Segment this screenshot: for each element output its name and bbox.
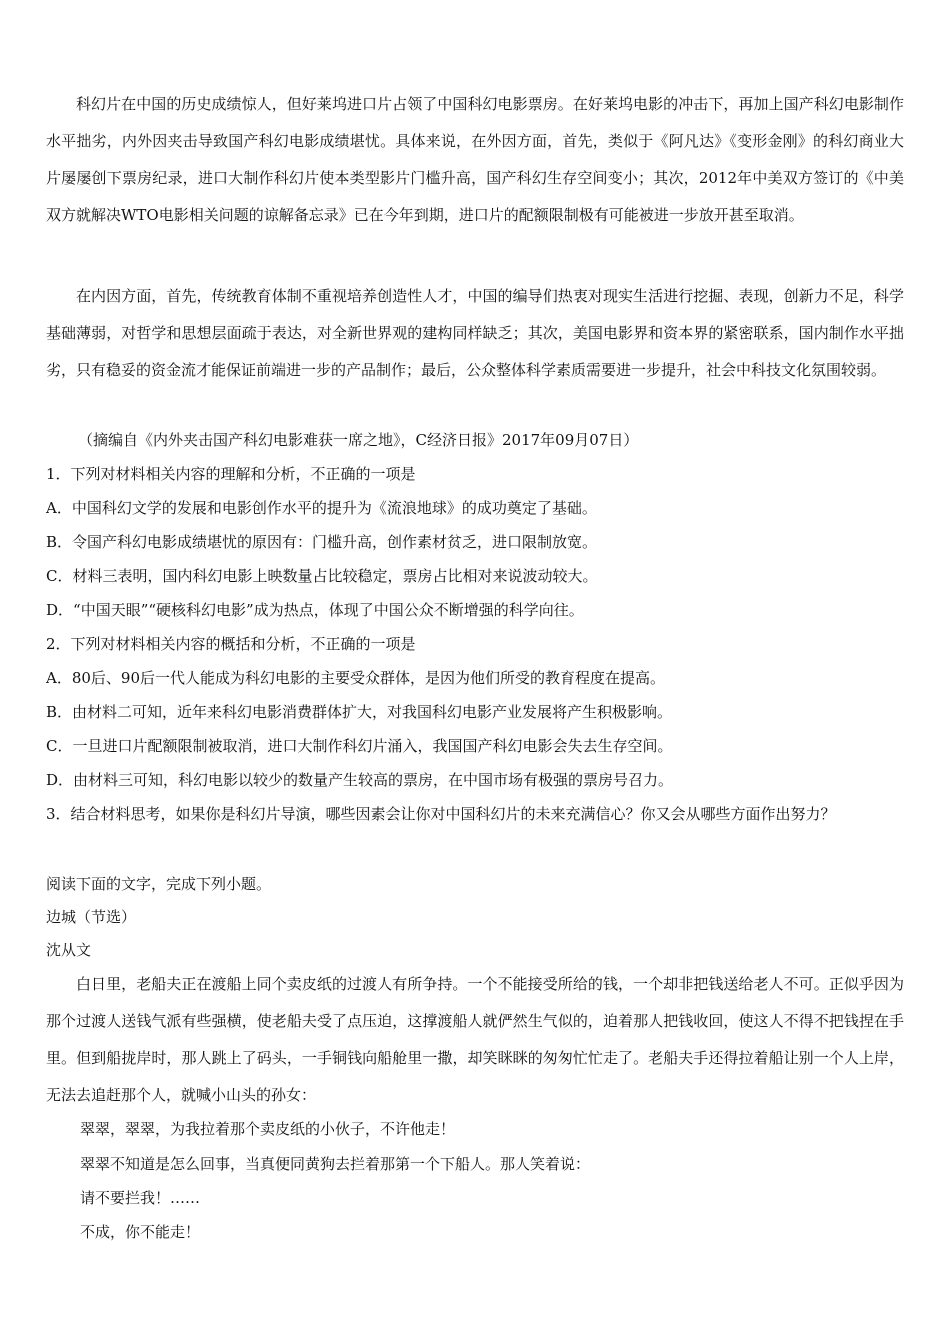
reading-dialogue-3: 请不要拦我！…… <box>80 1189 201 1207</box>
reading-paragraph-1: 白日里，老船夫正在渡船上同个卖皮纸的过渡人有所争持。一个不能接受所给的钱，一个却非把钱送给老人不可。正似乎因为那个过渡人送钱气派有些强横，使老船夫受了点压迫，这撑渡船人就俨然生气似的，迫着那人把钱收回，使这人不得不把钱捏在手里。但到船拢岸时，那人跳上了码头，一手铜钱向船舱里一撒，却笑眯眯的匆匆忙忙走了。老船夫手还得拉着船让别一个人上岸，无法去追赶那个人，就喊小山头的孙女： <box>46 975 904 1104</box>
question-3-stem: 3．结合材料思考，如果你是科幻片导演，哪些因素会让你对中国科幻片的未来充满信心？你又会从哪些方面作出努力？ <box>46 805 836 823</box>
reading-instruction: 阅读下面的文字，完成下列小题。 <box>46 875 272 893</box>
reading-title: 边城（节选） <box>46 908 137 926</box>
question-2-option-d: D．由材料三可知，科幻电影以较少的数量产生较高的票房，在中国市场有极强的票房号召力。 <box>46 771 674 789</box>
question-2-stem: 2．下列对材料相关内容的概括和分析，不正确的一项是 <box>46 635 416 653</box>
question-1-option-c: C．材料三表明，国内科幻电影上映数量占比较稳定，票房占比相对来说波动较大。 <box>46 567 598 585</box>
question-1-stem: 1．下列对材料相关内容的理解和分析，不正确的一项是 <box>46 465 416 483</box>
material-source: （摘编自《内外夹击国产科幻电影难获一席之地》，C经济日报》2017年09月07日） <box>78 431 639 449</box>
question-2-option-c: C．一旦进口片配额限制被取消，进口大制作科幻片涌入，我国国产科幻电影会失去生存空间。 <box>46 737 673 755</box>
question-2-option-a: A．80后、90后一代人能成为科幻电影的主要受众群体，是因为他们所受的教育程度在提高。 <box>46 669 666 687</box>
question-1-option-d: D．“中国天眼”“硬核科幻电影”成为热点，体现了中国公众不断增强的科学向往。 <box>46 601 584 619</box>
reading-dialogue-4: 不成，你不能走！ <box>80 1223 201 1241</box>
material-paragraph-2: 在内因方面，首先，传统教育体制不重视培养创造性人才，中国的编导们热衷对现实生活进行挖掘、表现，创新力不足，科学基础薄弱，对哲学和思想层面疏于表达，对全新世界观的建构同样缺乏；其次，美国电影界和资本界的紧密联系，国内制作水平拙劣，只有稳妥的资金流才能保证前端进一步的产品制作；最后，公众整体科学素质需要进一步提升，社会中科技文化氛围较弱。 <box>46 287 904 379</box>
question-1-option-a: A．中国科幻文学的发展和电影创作水平的提升为《流浪地球》的成功奠定了基础。 <box>46 499 597 517</box>
reading-dialogue-2: 翠翠不知道是怎么回事，当真便同黄狗去拦着那第一个下船人。那人笑着说： <box>80 1155 591 1173</box>
question-2-option-b: B．由材料二可知，近年来科幻电影消费群体扩大，对我国科幻电影产业发展将产生积极影响。 <box>46 703 673 721</box>
material-paragraph-1: 科幻片在中国的历史成绩惊人，但好莱坞进口片占领了中国科幻电影票房。在好莱坞电影的冲击下，再加上国产科幻电影制作水平拙劣，内外因夹击导致国产科幻电影成绩堪忧。具体来说，在外因方面，首先，类似于《阿凡达》《变形金刚》的科幻商业大片屡屡创下票房纪录，进口大制作科幻片使本类型影片门槛升高，国产科幻生存空间变小；其次，2012年中美双方签订的《中美双方就解决WTO电影相关问题的谅解备忘录》已在今年到期，进口片的配额限制极有可能被进一步放开甚至取消。 <box>46 95 904 224</box>
question-1-option-b: B．令国产科幻电影成绩堪忧的原因有：门槛升高，创作素材贫乏，进口限制放宽。 <box>46 533 598 551</box>
reading-dialogue-1: 翠翠，翠翠，为我拉着那个卖皮纸的小伙子，不许他走！ <box>80 1120 456 1138</box>
reading-author: 沈从文 <box>46 941 92 959</box>
